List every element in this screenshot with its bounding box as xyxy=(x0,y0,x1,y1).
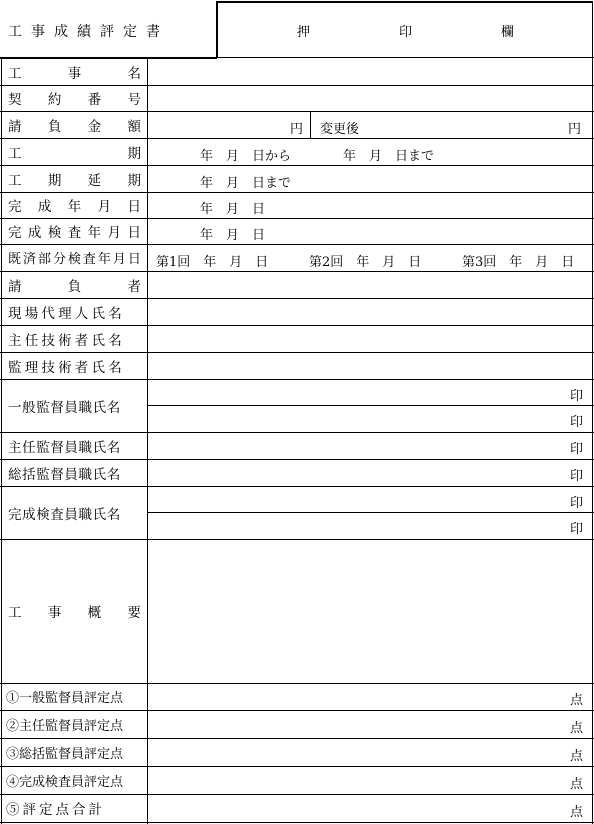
seal-header-char-1: 押 xyxy=(297,25,311,40)
label-completion-inspector: 完成検査員職氏名 xyxy=(8,506,121,523)
label-score-total: ⑤評定点合計 xyxy=(6,802,105,818)
row-line xyxy=(147,512,594,513)
label-period: 工 期 xyxy=(8,145,141,162)
label-score-general: ①一般監督員評定点 xyxy=(6,691,124,706)
label-partial-inspection-date: 既 済 部 分 検 査 年 月 日 xyxy=(8,252,141,267)
changed-after-label: 変更後 xyxy=(320,122,360,137)
document-title: 工事成績評定書 xyxy=(8,24,169,40)
period-value: 年 月 日から 年 月 日まで xyxy=(200,149,435,164)
label-chief-supervisor: 主任監督員職氏名 xyxy=(8,439,121,456)
label-extension: 工 期 延 期 xyxy=(8,172,141,189)
partial-inspection-3: 第3回 年 月 日 xyxy=(462,255,575,270)
border-top xyxy=(217,1,593,3)
border-left xyxy=(1,57,2,824)
seal-inspector-2: 印 xyxy=(570,522,584,537)
label-general-supervisor: 一般監督員職氏名 xyxy=(8,399,121,416)
point-total: 点 xyxy=(570,805,584,820)
partial-inspection-2: 第2回 年 月 日 xyxy=(309,255,422,270)
label-score-overall: ③総括監督員評定点 xyxy=(6,746,124,762)
label-score-inspector: ④完成検査員評定点 xyxy=(6,774,124,790)
border-right xyxy=(592,1,593,824)
point-general: 点 xyxy=(570,693,584,708)
extension-value: 年 月 日まで xyxy=(200,176,292,191)
label-construction-name: 工 事 名 xyxy=(8,65,141,82)
seal-general-2: 印 xyxy=(570,415,584,430)
label-overall-supervisor: 総括監督員職氏名 xyxy=(8,466,121,483)
label-supervising-engineer: 監理技術者氏名 xyxy=(8,359,125,376)
seal-header-char-3: 欄 xyxy=(501,25,515,40)
label-contractor: 請 負 者 xyxy=(8,278,141,295)
label-completion-inspection-date: 完 成 検 査 年 月 日 xyxy=(8,225,141,241)
point-chief: 点 xyxy=(570,721,584,736)
label-contract-amount: 請 負 金 額 xyxy=(8,118,141,135)
completion-date-value: 年 月 日 xyxy=(200,202,266,217)
label-completion-date: 完 成 年 月 日 xyxy=(8,199,141,215)
label-divider xyxy=(147,57,148,824)
changed-yen: 円 xyxy=(568,122,582,137)
seal-inspector-1: 印 xyxy=(570,496,584,511)
point-inspector: 点 xyxy=(570,777,584,792)
label-score-chief: ②主任監督員評定点 xyxy=(6,718,124,734)
seal-header xyxy=(217,21,593,41)
amount-divider xyxy=(310,111,311,138)
completion-inspection-date-value: 年 月 日 xyxy=(200,228,266,243)
row-line xyxy=(147,405,594,406)
point-overall: 点 xyxy=(570,749,584,764)
label-site-agent: 現場代理人氏名 xyxy=(8,305,125,322)
label-chief-engineer: 主任技術者氏名 xyxy=(8,332,125,349)
label-contract-number: 契 約 番 号 xyxy=(8,92,141,108)
seal-general-1: 印 xyxy=(570,389,584,404)
amount-yen: 円 xyxy=(290,122,304,137)
border-bottom xyxy=(0,822,594,823)
seal-chief: 印 xyxy=(570,442,584,457)
label-overview: 工 事 概 要 xyxy=(8,605,141,621)
seal-overall: 印 xyxy=(570,469,584,484)
seal-header-char-2: 印 xyxy=(399,25,413,40)
partial-inspection-1: 第1回 年 月 日 xyxy=(156,255,269,270)
